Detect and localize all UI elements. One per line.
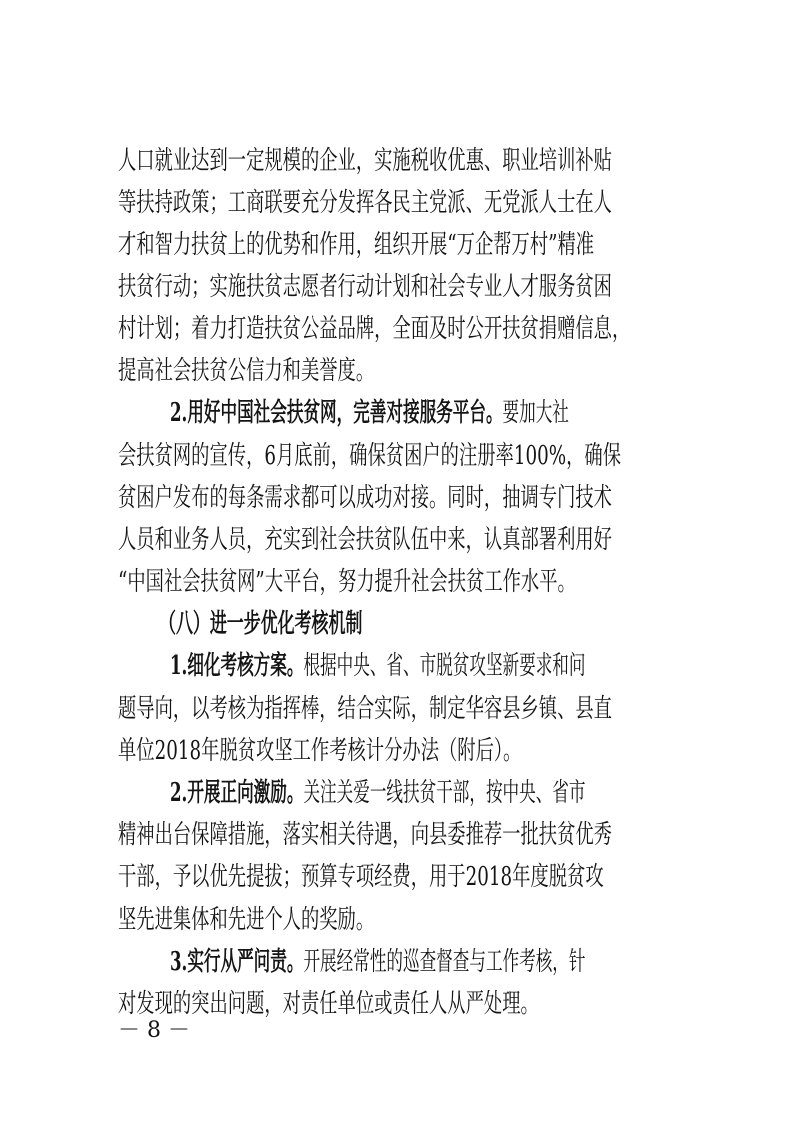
- text-segment: 村计划；着力打造扶贫公益品牌，全面及时公开扶贫捐赠信息，: [118, 314, 631, 344]
- text-segment: 根据中央、省、市脱贫攻坚新要求和问: [303, 651, 586, 681]
- text-segment: 人口就业达到一定规模的企业，实施税收优惠、职业培训补贴: [118, 146, 612, 176]
- text-line: [118, 309, 676, 349]
- text-line: [170, 773, 676, 813]
- text-segment: 扶贫行动；实施扶贫志愿者行动计划和社会专业人才服务贫困: [118, 272, 612, 302]
- text-segment: 人员和业务人员，充实到社会扶贫队伍中来，认真部署利用好: [118, 525, 612, 555]
- text-segment: 对发现的突出问题，对责任单位或责任人从严处理。: [118, 989, 539, 1019]
- text-line: [170, 646, 676, 686]
- text-line: [118, 984, 676, 1024]
- text-line: [118, 141, 676, 181]
- text-line: [118, 731, 676, 771]
- text-segment: “中国社会扶贫网”大平台，努力提升社会扶贫工作水平。: [118, 567, 576, 597]
- text-line: [118, 351, 676, 391]
- text-line: [118, 562, 676, 602]
- text-segment: 干部，予以优先提拔；预算专项经费，用于2018年度脱贫攻: [118, 862, 604, 892]
- text-segment: 题导向，以考核为指挥棒，结合实际，制定华容县乡镇、县直: [118, 694, 612, 724]
- bold-heading-text: 2.用好中国社会扶贫网，完善对接服务平台。: [170, 398, 503, 428]
- text-line: [118, 436, 676, 476]
- text-line: [170, 393, 676, 433]
- text-segment: 提高社会扶贫公信力和美誉度。: [118, 356, 375, 386]
- text-segment: 坚先进集体和先进个人的奖励。: [118, 905, 375, 935]
- bold-heading-text: 2.开展正向激励。: [170, 778, 304, 808]
- text-line: [118, 520, 676, 560]
- text-segment: 关注关爱一线扶贫干部，按中央、省市: [303, 778, 586, 808]
- text-segment: 等扶持政策；工商联要充分发挥各民主党派、无党派人士在人: [118, 188, 612, 218]
- text-segment: 贫困户发布的每条需求都可以成功对接。同时，抽调专门技术: [118, 483, 612, 513]
- text-segment: 单位2018年脱贫攻坚工作考核计分办法（附后）。: [118, 736, 522, 766]
- text-segment: 才和智力扶贫上的优势和作用，组织开展“万企帮万村”精准: [118, 230, 595, 260]
- text-line: [118, 478, 676, 518]
- bold-heading-text: 1.细化考核方案。: [170, 651, 304, 681]
- text-line: [118, 225, 676, 265]
- text-line: [118, 815, 676, 855]
- text-segment: 精神出台保障措施，落实相关待遇，向县委推荐一批扶贫优秀: [118, 820, 612, 850]
- text-line: [118, 857, 676, 897]
- bold-heading-text: （八）进一步优化考核机制: [159, 609, 363, 639]
- text-line: [170, 942, 676, 982]
- page-number: － 8 －: [118, 1018, 190, 1043]
- text-line: [118, 183, 676, 223]
- text-line: [159, 604, 676, 644]
- text-segment: 会扶贫网的宣传，6月底前，确保贫困户的注册率100%，确保: [118, 441, 622, 471]
- text-segment: 要加大社: [502, 398, 569, 428]
- text-line: [118, 267, 676, 307]
- bold-heading-text: 3.实行从严问责。: [170, 947, 304, 977]
- text-line: [118, 900, 676, 940]
- text-segment: 开展经常性的巡查督查与工作考核，针: [303, 947, 586, 977]
- text-line: [118, 689, 676, 729]
